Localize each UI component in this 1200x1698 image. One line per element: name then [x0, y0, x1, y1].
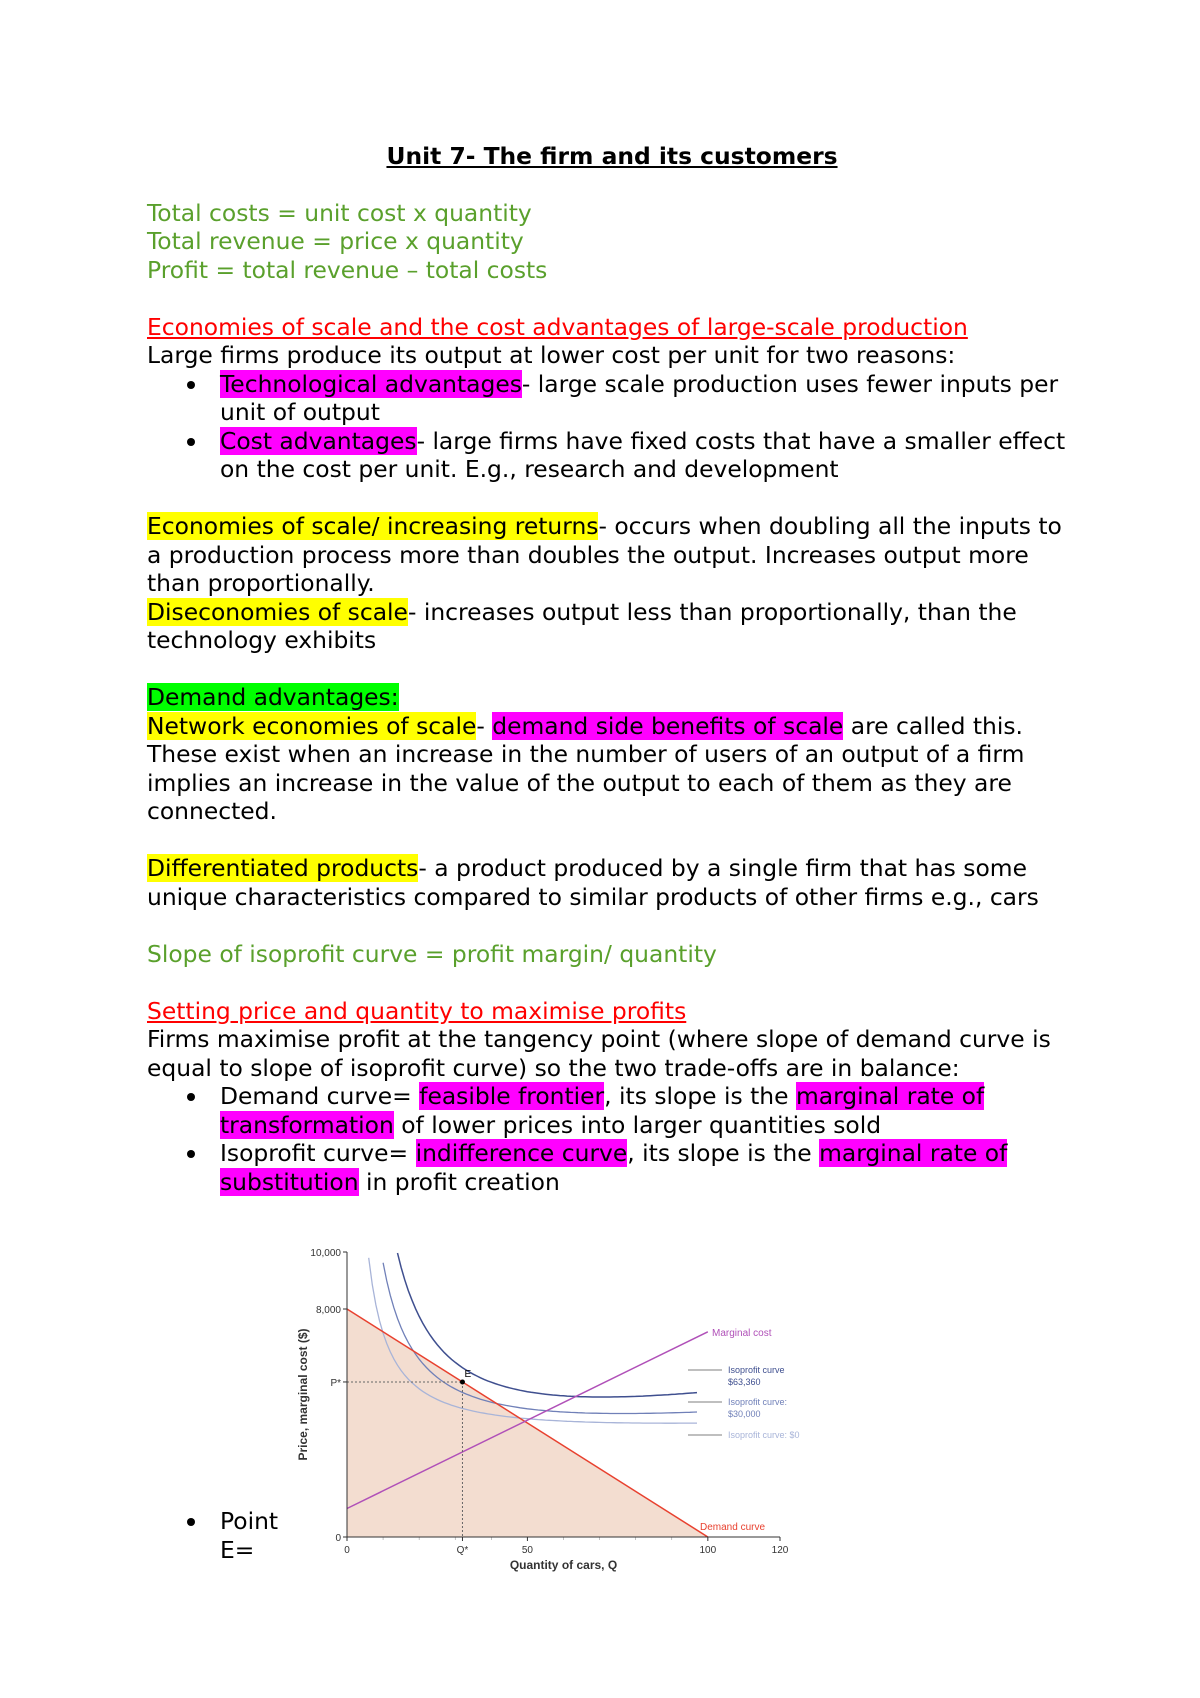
term-demand-side-benefits: demand side benefits of scale — [492, 711, 844, 740]
bullet-text: Demand curve= — [220, 1082, 420, 1110]
term-indifference-curve: indifference curve — [415, 1139, 628, 1167]
diseconomies-para — [147, 598, 1077, 655]
formula-profit: Profit = total revenue – total costs — [147, 255, 548, 284]
bullet-text: , its slope is the — [627, 1139, 820, 1167]
x-tick-label: 50 — [521, 1545, 533, 1556]
definition-text: are called this. These exist when an increase in the number of users of an output of a firm implies an increase in the value of the output to each of them as they are connected. — [147, 711, 1025, 825]
increasing-returns-para — [147, 512, 1077, 598]
demand-curve-label: Demand curve — [700, 1522, 766, 1533]
x-tick-label: 100 — [699, 1545, 717, 1556]
formula-total-costs: Total costs = unit cost x quantity — [147, 198, 532, 227]
dash-text: - — [476, 711, 493, 740]
y-tick-label: 0 — [335, 1533, 341, 1544]
term-diseconomies: Diseconomies of scale — [147, 597, 408, 626]
isoprofit-label: $63,360 — [728, 1377, 761, 1387]
demand-advantages-label: Demand advantages: — [147, 683, 399, 711]
isoprofit-label: $30,000 — [728, 1409, 761, 1419]
definition-text: - large scale production uses fewer inputs per unit of output — [220, 369, 1059, 426]
network-economies-para — [147, 712, 1077, 826]
isoprofit-label: Isoprofit curve — [728, 1365, 785, 1375]
x-tick-label: 0 — [344, 1545, 350, 1556]
term-mrt: marginal rate of transformation — [220, 1082, 985, 1139]
list-item — [147, 370, 1077, 427]
y-tick-label: 10,000 — [310, 1248, 341, 1259]
point-e-label: E — [464, 1368, 472, 1380]
term-differentiated-products: Differentiated products — [147, 854, 419, 882]
bullet-text: , its slope is the — [604, 1082, 796, 1110]
definition-text: - large firms have fixed costs that have a smaller effect on the cost per unit. E.g., research and development — [220, 426, 1066, 483]
formula-total-revenue: Total revenue = price x quantity — [147, 227, 524, 255]
point-e-marker — [460, 1379, 465, 1384]
list-item — [147, 427, 1077, 484]
term-mrs: marginal rate of substitution — [220, 1139, 1008, 1196]
price-intro: Firms maximise profit at the tangency point (where slope of demand curve is equal to slope of isoprofit curve) so the two trade-offs are in balance: — [147, 1025, 1051, 1082]
demand-advantages-para — [147, 683, 1077, 712]
curves-list — [147, 1082, 1077, 1196]
term-network-economies: Network economies of scale — [147, 711, 477, 740]
isoprofit-label: Isoprofit curve: — [728, 1397, 788, 1407]
price-quantity-heading: Setting price and quantity to maximise profits — [147, 996, 687, 1025]
list-item — [147, 1139, 1077, 1196]
y-tick-label: 8,000 — [315, 1305, 341, 1316]
eos-intro: Large firms produce its output at lower cost per unit for two reasons: — [147, 341, 956, 369]
term-feasible-frontier: feasible frontier — [419, 1082, 605, 1110]
x-axis-label: Quantity of cars, Q — [509, 1558, 618, 1572]
economies-of-scale-heading: Economies of scale and the cost advantages of large-scale production — [147, 312, 968, 341]
term-technological: Technological advantages — [220, 369, 522, 398]
definition-text: - a product produced by a single firm that has some unique characteristics compared to similar products of other firms e.g., cars — [147, 854, 1039, 911]
x-tick-label: 120 — [771, 1545, 789, 1556]
bullet-text: Isoprofit curve= — [220, 1139, 416, 1167]
x-tick-label: Q* — [456, 1545, 469, 1556]
definition-text: - occurs when doubling all the inputs to a production process more than doubles the output. Increases output more than proportionally. — [147, 512, 1062, 597]
slope-formula: Slope of isoprofit curve = profit margin/ quantity — [147, 939, 717, 968]
bullet-text: of lower prices into larger quantities sold — [393, 1110, 882, 1139]
list-item — [147, 1082, 1077, 1139]
page-title: Unit 7- The firm and its customers — [386, 142, 838, 170]
point-e-note — [147, 1507, 307, 1564]
isoprofit-chart — [296, 1240, 880, 1612]
isoprofit-label: Isoprofit curve: $0 — [728, 1430, 800, 1440]
y-axis-label: Price, marginal cost ($) — [296, 1328, 310, 1461]
advantages-list — [147, 370, 1077, 484]
term-cost-advantages: Cost advantages — [220, 426, 417, 455]
point-e-text: Point E= — [220, 1507, 279, 1564]
term-increasing-returns: Economies of scale/ increasing returns — [147, 512, 599, 540]
marginal-cost-label: Marginal cost — [712, 1328, 772, 1339]
differentiated-products-para — [147, 854, 1077, 911]
y-tick-label: P* — [330, 1377, 341, 1389]
definition-text: - increases output less than proportionally, than the technology exhibits — [147, 597, 1017, 654]
document-body — [147, 142, 1077, 1196]
bullet-text: in profit creation — [358, 1167, 560, 1196]
list-item — [147, 1507, 307, 1564]
